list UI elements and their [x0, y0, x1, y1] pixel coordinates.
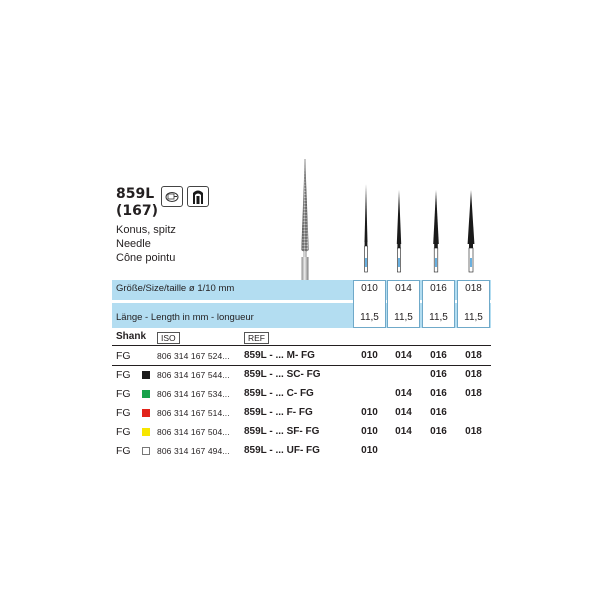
name-german: Konus, spitz — [116, 224, 176, 236]
size-label: Größe/Size/taille ø 1/10 mm — [116, 283, 235, 294]
length-label: Länge - Length in mm - longueur — [116, 312, 254, 323]
iso-header: ISO — [157, 332, 180, 344]
grit-color-swatch — [142, 428, 150, 436]
table-row — [0, 403, 600, 423]
size-availability-cell: 016 — [430, 407, 447, 418]
iso-number-cell: 806 314 167 494... — [157, 446, 230, 456]
iso-number-cell: 806 314 167 534... — [157, 389, 230, 399]
shank-cell: FG — [116, 426, 131, 438]
size-value: 014 — [395, 283, 412, 294]
size-availability-cell: 014 — [395, 407, 412, 418]
table-row — [0, 422, 600, 442]
grit-color-swatch — [142, 371, 150, 379]
bur-silhouette-014 — [389, 186, 409, 280]
length-value: 11,5 — [429, 312, 448, 323]
name-french: Cône pointu — [116, 252, 176, 264]
size-availability-cell: 014 — [395, 426, 412, 437]
table-row — [0, 384, 600, 404]
table-row — [0, 441, 600, 461]
ref-cell: 859L - ... SC- FG — [244, 369, 321, 380]
crown-preparation-icon — [187, 186, 209, 207]
order-table — [0, 346, 600, 466]
ref-cell: 859L - ... C- FG — [244, 388, 314, 399]
name-english: Needle — [116, 238, 151, 250]
shank-cell: FG — [116, 388, 131, 400]
length-value: 11,5 — [464, 312, 483, 323]
length-value: 11,5 — [360, 312, 379, 323]
size-availability-cell: 010 — [361, 350, 378, 361]
size-availability-cell: 010 — [361, 426, 378, 437]
size-value: 010 — [361, 283, 378, 294]
iso-number-cell: 806 314 167 504... — [157, 427, 230, 437]
ref-cell: 859L - ... UF- FG — [244, 445, 320, 456]
shank-cell: FG — [116, 445, 131, 457]
shank-cell: FG — [116, 369, 131, 381]
size-availability-cell: 016 — [430, 350, 447, 361]
shank-cell: FG — [116, 350, 131, 362]
size-availability-cell: 014 — [395, 350, 412, 361]
bur-silhouette-016 — [426, 186, 446, 280]
grit-color-swatch — [142, 409, 150, 417]
length-value: 11,5 — [394, 312, 413, 323]
grit-color-swatch — [142, 390, 150, 398]
iso-number-cell: 806 314 167 524... — [157, 351, 230, 361]
ref-cell: 859L - ... M- FG — [244, 350, 315, 361]
grit-color-swatch — [142, 447, 150, 455]
product-alt-code: (167) — [116, 203, 159, 219]
table-row — [0, 346, 600, 366]
size-availability-cell: 010 — [361, 407, 378, 418]
iso-number-cell: 806 314 167 544... — [157, 370, 230, 380]
bur-silhouette-010 — [356, 180, 376, 280]
product-code: 859L — [116, 186, 155, 202]
size-availability-cell: 010 — [361, 445, 378, 456]
size-value: 016 — [430, 283, 447, 294]
size-availability-cell: 018 — [465, 388, 482, 399]
ref-header: REF — [244, 332, 269, 344]
ref-cell: 859L - ... SF- FG — [244, 426, 320, 437]
shank-cell: FG — [116, 407, 131, 419]
size-availability-cell: 018 — [465, 369, 482, 380]
size-value: 018 — [465, 283, 482, 294]
iso-number-cell: 806 314 167 514... — [157, 408, 230, 418]
size-availability-cell: 016 — [430, 426, 447, 437]
size-availability-cell: 016 — [430, 369, 447, 380]
size-availability-cell: 016 — [430, 388, 447, 399]
size-availability-cell: 014 — [395, 388, 412, 399]
bur-silhouette-018 — [461, 186, 481, 280]
size-availability-cell: 018 — [465, 350, 482, 361]
table-row — [0, 365, 600, 385]
ref-cell: 859L - ... F- FG — [244, 407, 313, 418]
shank-header: Shank — [116, 331, 147, 342]
size-availability-cell: 018 — [465, 426, 482, 437]
contra-angle-handpiece-icon — [161, 186, 183, 207]
